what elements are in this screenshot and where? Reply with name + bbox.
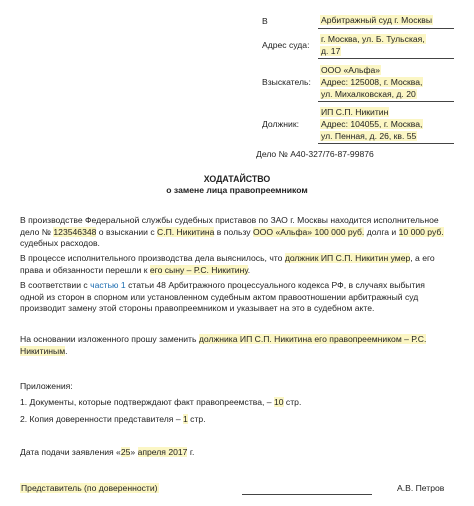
attachment-item-2: 2. Копия доверенности представителя – 1 стр. (20, 414, 206, 424)
case-number: Дело № А40-327/76-87-99876 (256, 149, 374, 159)
court-address-line1: г. Москва, ул. Б. Тульская, (321, 34, 425, 44)
attachments-label: Приложения: (20, 381, 73, 391)
signer-role: Представитель (по доверенности) (21, 483, 158, 493)
attachment-item-1: 1. Документы, которые подтверждают факт правопреемства, – 10 стр. (20, 397, 302, 407)
paragraph-3: В соответствии с частью 1 статьи 48 Арбитражного процессуального кодекса РФ, в случаях выбытия одной из сторон в спорном или установленном судебным актом правоотношении арбитражный суд производит замену этой стороны правопреемником и указывает на это в судебном акте. (20, 280, 425, 313)
article-link[interactable]: частью 1 (90, 280, 126, 290)
paragraph-1: В производстве Федеральной службы судебных приставов по ЗАО г. Москвы находится исполнительное дело № 123546348 о взыскании с С.П. Никитина в пользу ООО «Альфа» 100 000 руб. долга и 10 000 руб. судебных расходов. (20, 215, 444, 248)
signer-name: А.В. Петров (397, 483, 445, 493)
court-name: Арбитражный суд г. Москвы (321, 15, 432, 25)
rule-court (318, 28, 454, 29)
debtor-address-line2: ул. Пенная, д. 26, кв. 55 (321, 131, 417, 141)
signature-line (242, 494, 372, 495)
rule-claimant (318, 101, 454, 102)
court-address-label: Адрес суда: (262, 40, 310, 50)
filing-date: Дата подачи заявления «25» апреля 2017 г. (20, 447, 195, 457)
rule-address (318, 58, 454, 59)
claimant-name: ООО «Альфа» (321, 65, 381, 75)
debtor-label: Должник: (262, 119, 299, 129)
claimant-address-line2: ул. Михалковская, д. 20 (321, 89, 416, 99)
debtor-name: ИП С.П. Никитин (321, 107, 389, 117)
to-label: В (262, 16, 268, 26)
document-title: ХОДАТАЙСТВО (203, 174, 271, 184)
claimant-label: Взыскатель: (262, 77, 311, 87)
document-subtitle: о замене лица правопреемником (166, 185, 308, 195)
debtor-address-line1: Адрес: 104055, г. Москва, (321, 119, 423, 129)
court-address-line2: д. 17 (321, 46, 341, 56)
rule-debtor (318, 143, 454, 144)
claimant-address-line1: Адрес: 125008, г. Москва, (321, 77, 423, 87)
paragraph-2: В процессе исполнительного производства дела выяснилось, что должник ИП С.П. Никитин умер, а его права и обязанности перешли к его сыну – Р.С. Никитину. (20, 253, 435, 275)
paragraph-4: На основании изложенного прошу заменить должника ИП С.П. Никитина его правопреемником – Р.С. Никитиным. (20, 334, 427, 356)
